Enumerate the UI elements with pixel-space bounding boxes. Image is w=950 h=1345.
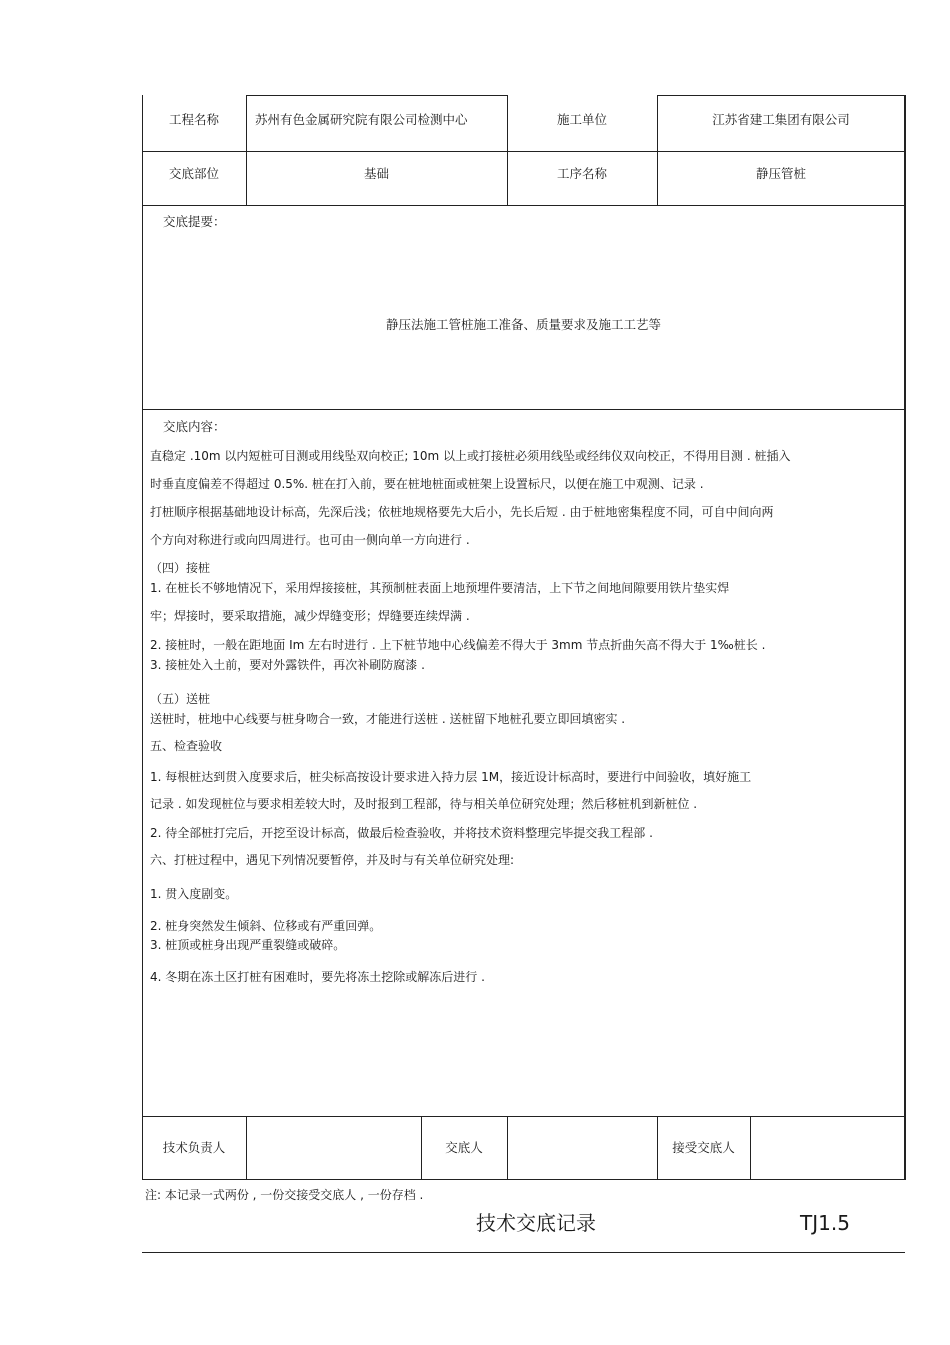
- presenter-label: 交底人: [445, 1140, 483, 1155]
- content-line-4: 个方向对称进行或向四周进行。也可由一侧向单一方向进行 .: [150, 533, 470, 547]
- tech-lead-label: 技术负责人: [162, 1140, 226, 1155]
- content-line-12: 五、检查验收: [150, 739, 223, 753]
- content-line-1: 直稳定 .10m 以内短桩可目测或用线坠双向校正; 10m 以上或打接桩必须用线坠或经纬仪双向校正，不得用目测 . 桩插入: [150, 449, 791, 463]
- content-line-6: 1. 在桩长不够地情况下，采用焊接接桩，其预制桩表面上地预埋件要清洁，上下节之间地间隙要用铁片垫实焊: [150, 581, 730, 595]
- handover-part-value: 基础: [363, 166, 389, 181]
- record-note: 注: 本记录一式两份 , 一份交接受交底人 , 一份存档 .: [145, 1188, 424, 1202]
- content-bottom-border: [142, 1116, 905, 1117]
- header-top-border: [246, 95, 508, 96]
- header-top-border-right: [657, 95, 905, 96]
- process-name-value: 静压管桩: [755, 166, 806, 181]
- document-title: 技术交底记录: [476, 1211, 596, 1235]
- content-line-5: （四）接桩: [150, 561, 211, 575]
- project-name-value: 苏州有色金属研究院有限公司检测中心: [255, 112, 468, 127]
- header-bottom-border: [142, 205, 905, 206]
- table-border-right: [904, 95, 906, 1180]
- project-name-label: 工程名称: [168, 112, 219, 127]
- content-line-19: 3. 桩顶或桩身出现严重裂缝或破碎。: [150, 938, 346, 952]
- footer-divider-5: [750, 1116, 751, 1179]
- content-label: 交底内容：: [163, 419, 226, 434]
- content-line-10: （五）送桩: [150, 692, 211, 706]
- process-name-label: 工序名称: [556, 166, 607, 181]
- footer-divider-3: [507, 1116, 508, 1179]
- content-line-20: 4. 冬期在冻土区打桩有困难时，要先将冻土挖除或解冻后进行 .: [150, 970, 485, 984]
- content-line-13: 1. 每根桩达到贯入度要求后，桩尖标高按设计要求进入持力层 1M，接近设计标高时，要进行中间验收，填好施工: [150, 770, 752, 784]
- content-line-8: 2. 接桩时，一般在距地面 Im 左右时进行 . 上下桩节地中心线偏差不得大于 3mm 节点折曲矢高不得大于 1‰桩长 .: [150, 638, 766, 652]
- construction-unit-label: 施工单位: [556, 112, 607, 127]
- document-code: TJ1.5: [800, 1211, 850, 1235]
- title-underline: [142, 1252, 905, 1253]
- content-line-17: 1. 贯入度剧变。: [150, 887, 238, 901]
- summary-bottom-border: [142, 409, 905, 410]
- table-bottom-border: [142, 1179, 905, 1180]
- receiver-label: 接受交底人: [672, 1140, 735, 1155]
- content-line-14: 记录 . 如发现桩位与要求相差较大时，及时报到工程部，待与相关单位研究处理；然后移桩机到新桩位 .: [150, 797, 698, 811]
- header-row-divider: [142, 151, 905, 152]
- content-line-3: 打桩顺序根据基础地设计标高，先深后浅；依桩地规格要先大后小，先长后短 . 由于桩地密集程度不同，可自中间向两: [150, 505, 774, 519]
- content-line-2: 时垂直度偏差不得超过 0.5%. 桩在打入前，要在桩地桩面或桩架上设置标尺，以便在施工中观测、记录 .: [150, 477, 704, 491]
- content-line-16: 六、打桩过程中，遇见下列情况要暂停，并及时与有关单位研究处理:: [150, 853, 515, 867]
- content-line-18: 2. 桩身突然发生倾斜、位移或有严重回弹。: [150, 919, 382, 933]
- content-line-7: 牢；焊接时，要采取措施，减少焊缝变形；焊缝要连续焊满 .: [150, 609, 470, 623]
- table-border-left: [142, 95, 143, 1180]
- content-line-11: 送桩时，桩地中心线要与桩身吻合一致，才能进行送桩 . 送桩留下地桩孔要立即回填密实 .: [150, 712, 626, 726]
- content-line-9: 3. 接桩处入土前，要对外露铁件，再次补刷防腐漆 .: [150, 658, 425, 672]
- handover-part-label: 交底部位: [168, 166, 219, 181]
- construction-unit-value: 江苏省建工集团有限公司: [712, 112, 850, 127]
- footer-divider-1: [246, 1116, 247, 1179]
- summary-text: 静压法施工管桩施工准备、质量要求及施工工艺等: [385, 317, 661, 332]
- content-line-15: 2. 待全部桩打完后，开挖至设计标高，做最后检查验收，并将技术资料整理完毕提交我工程部 .: [150, 826, 653, 840]
- header-divider-1: [246, 95, 247, 205]
- summary-label: 交底提要：: [163, 214, 226, 229]
